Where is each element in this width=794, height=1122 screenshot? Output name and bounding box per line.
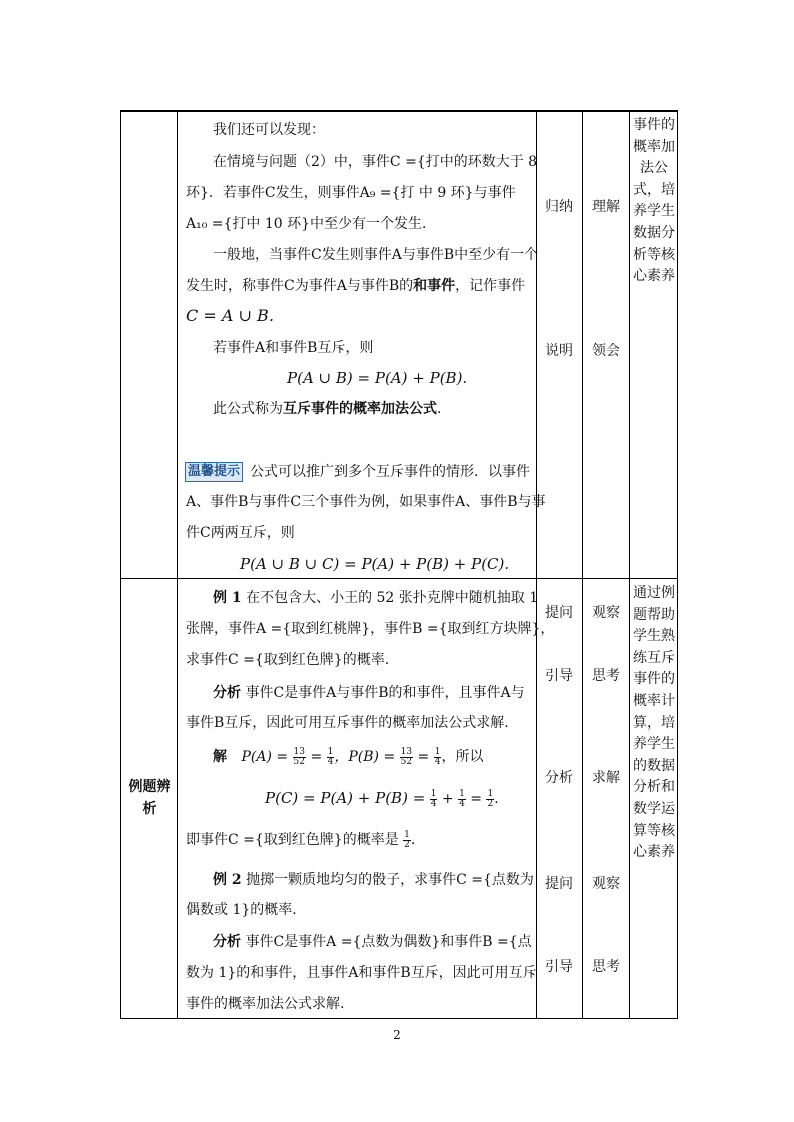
analysis2-text: 事件C是事件A ={点数为偶数}和事件B ={点 (241, 934, 532, 950)
fraction: $\frac{13}{52}$ (400, 746, 413, 767)
analysis2-line3: 事件的概率加法公式求解. (186, 996, 345, 1012)
definition-line2 (186, 276, 525, 296)
table-left-border (120, 110, 121, 1019)
fraction: $\frac{13}{52}$ (293, 746, 305, 767)
table-col-divider (177, 110, 178, 1019)
formula-name-line (213, 399, 451, 419)
mutually-exclusive-condition: 若事件A和事件B互斥，则 (213, 340, 374, 356)
formula-name: 互斥事件的概率加法公式 (283, 401, 437, 417)
teacher-activity: 提问 (545, 605, 573, 621)
formula-name-suffix: ． (437, 401, 451, 417)
teacher-activity: 引导 (545, 668, 573, 684)
student-activity: 领会 (592, 343, 620, 359)
page-number: 2 (393, 1028, 401, 1042)
pc-expression: P(C) = P(A) + P(B) = (265, 789, 426, 807)
design-intent: 事件的概率加法公式，培养学生数据分析等核心素养 (633, 117, 675, 285)
example2-line1 (213, 870, 534, 890)
conclusion-text: 即事件C ={取到红色牌}的概率是 (186, 832, 399, 848)
fraction: $\frac{1}{2}$ (404, 829, 410, 850)
example1-line3: 求事件C ={取到红色牌}的概率. (186, 652, 390, 668)
union-notation: C = A ∪ B． (186, 306, 285, 325)
fraction: $\frac{1}{4}$ (434, 746, 441, 767)
paragraph-scenario-line3: A₁₀ ={打中 10 环}中至少有一个发生． (186, 216, 437, 232)
tip-line3: 件C两两互斥，则 (186, 525, 295, 541)
tip-line2: A、事件B与事件C三个事件为例，如果事件A、事件B与事 (186, 494, 546, 510)
definition-text: ，记作事件 (455, 278, 526, 294)
solution-line: 解 P(A) = $\frac{13}{52}$ = $\frac{1}{4}$ ，P(B) = $\frac{13}{52}$ = $\frac{1}{4}$ ，所以 (213, 746, 484, 767)
example2-heading: 例 2 (213, 872, 242, 888)
tip-badge: 温馨提示 (185, 462, 243, 482)
analysis1-text: 事件C是事件A与事件B的和事件，且事件A与 (241, 685, 525, 701)
solution-heading: 解 (213, 749, 227, 765)
table-right-border (677, 110, 678, 1019)
fraction: $\frac{1}{4}$ (327, 746, 334, 767)
tip-line1: 公式可以推广到多个互斥事件的情形．以事件 (250, 464, 530, 480)
teacher-activity: 引导 (545, 959, 573, 975)
example2-line2: 偶数或 1}的概率. (186, 902, 297, 918)
example2-text: 抛掷一颗质地均匀的骰子，求事件C ={点数为 (241, 872, 534, 888)
teacher-activity: 分析 (545, 770, 573, 786)
pb-expression: ，P(B) = (334, 749, 396, 765)
analysis1-heading: 分析 (213, 685, 241, 701)
paragraph-discovery: 我们还可以发现： (213, 122, 325, 138)
example1-line2: 张牌，事件A ={取到红桃牌}，事件B ={取到红方块牌}， (186, 621, 555, 637)
analysis2-heading: 分析 (213, 934, 241, 950)
analysis2-line2: 数为 1}的和事件，且事件A和事件B互斥，因此可用互斥 (186, 965, 537, 981)
example1-text: 在不包含大、小王的 52 张扑克牌中随机抽取 1 (241, 590, 539, 606)
section-label: 例题辨析 (128, 779, 171, 817)
analysis1-line1 (213, 683, 525, 703)
teacher-activity: 提问 (545, 876, 573, 892)
table-top-border (120, 110, 678, 112)
definition-text: 发生时，称事件C为事件A与事件B的 (186, 278, 414, 294)
student-activity: 观察 (592, 876, 620, 892)
addition-formula: P(A ∪ B) = P(A) + P(B). (287, 369, 468, 387)
paragraph-scenario-line2: 环}．若事件C发生，则事件A₉ ={打 中 9 环}与事件 (186, 185, 516, 201)
table-col-divider (629, 110, 630, 1019)
conclusion-line: 即事件C ={取到红色牌}的概率是 $\frac{1}{2}$ . (186, 829, 416, 850)
formula-name-prefix: 此公式称为 (213, 401, 283, 417)
analysis2-line1 (213, 932, 532, 952)
paragraph-scenario-line1: 在情境与问题（2）中，事件C ={打中的环数大于 8 (213, 154, 538, 170)
pa-expression: P(A) = (241, 749, 289, 765)
design-intent: 通过例题帮助学生熟练互斥事件的概率计算，培养学生的数据分析和数学运算等核心素养 (633, 585, 675, 861)
analysis1-line2: 事件B互斥，因此可用互斥事件的概率加法公式求解. (186, 715, 509, 731)
student-activity: 理解 (592, 199, 620, 215)
pc-equation: P(C) = P(A) + P(B) = $\frac{1}{4}$ + $\frac{1}{4}$ = $\frac{1}{2}$ . (265, 788, 499, 809)
student-activity: 求解 (592, 770, 620, 786)
fraction: $\frac{1}{4}$ (430, 788, 437, 809)
table-row-divider (120, 578, 678, 579)
teacher-activity: 归纳 (545, 199, 573, 215)
teacher-activity: 说明 (545, 343, 573, 359)
student-activity: 思考 (592, 959, 620, 975)
student-activity: 思考 (592, 668, 620, 684)
term-union-event: 和事件 (413, 278, 456, 294)
table-bottom-border (120, 1018, 678, 1019)
extended-addition-formula: P(A ∪ B ∪ C) = P(A) + P(B) + P(C). (240, 555, 510, 573)
example1-heading: 例 1 (213, 590, 242, 606)
student-activity: 观察 (592, 605, 620, 621)
solution-tail: ，所以 (441, 749, 484, 765)
definition-line1: 一般地，当事件C发生则事件A与事件B中至少有一个 (213, 247, 539, 263)
fraction: $\frac{1}{2}$ (487, 788, 494, 809)
fraction: $\frac{1}{4}$ (459, 788, 465, 809)
example1-line1 (213, 588, 538, 608)
